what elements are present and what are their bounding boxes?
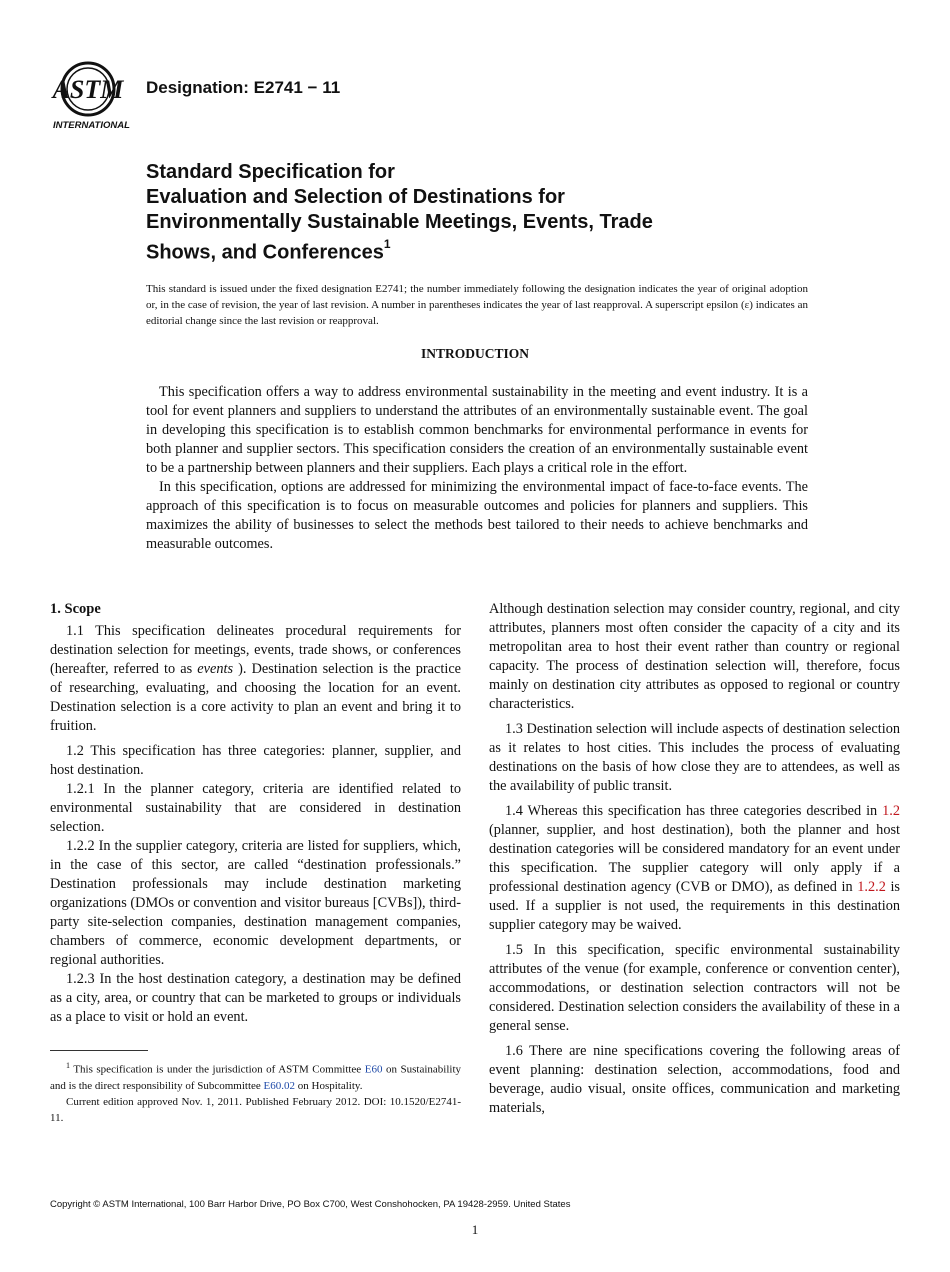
footnote-mark: 1 [66,1061,70,1070]
issued-notice: This standard is issued under the fixed designation E2741; the number immediately following the designation indicates the year of original adoption or, in the case of revision, the year of last revision. A number in parentheses indicates the year of last reapproval. A superscript epsilon (ε) indicates an editorial change since the last revision or reapproval. [146,283,808,327]
title-line-4-text: Shows, and Conferences [146,241,384,264]
section-1-2: 1.2 This specification has three categories: planner, supplier, and host destination. [50,743,461,778]
svg-text:ASTM: ASTM [52,75,124,104]
committee-e60-link[interactable]: E60 [364,1063,383,1076]
events-term: events [197,661,234,677]
designation: Designation: E2741 − 11 [146,78,341,97]
copyright-line: Copyright © ASTM International, 100 Barr Harbor Drive, PO Box C700, West Conshohocken, PA 19428-2959. United States [50,1199,571,1210]
logo-text: INTERNATIONAL [53,120,130,131]
title-line-3: Environmentally Sustainable Meetings, Events, Trade [146,211,653,233]
introduction-heading: INTRODUCTION [420,346,529,361]
footnote [50,1058,461,1126]
section-1-6: 1.6 There are nine specifications covering the following areas of event planning: destination selection, accommodations, food and beverage, audio visual, onsite offices, communication and marketing materials, [489,1043,900,1116]
section-1-2-3: 1.2.3 In the host destination category, a destination may be defined as a city, area, or country that can be marketed to groups or individuals as a place to visit or hold an event. [50,971,461,1025]
section-1-5: 1.5 In this specification, specific environmental sustainability attributes of the venue (for example, conference or convention center), accommodations, or destination selection contractors will not be considered. Destination selection considers the availability of these in a general sense. [489,942,900,1034]
title-line-2: Evaluation and Selection of Destinations for [146,186,565,208]
introduction [146,383,808,554]
section-1-2-2: 1.2.2 In the supplier category, criteria are listed for suppliers, which, in the case of this sector, are called “destination professionals.” Destination professionals may include destination marketing organizations (DMOs or convention and visitor bureaus [CVBs]), third-party site-selection companies, destination management companies, chambers of commerce, economic development departments, or regional authorities. [50,838,461,968]
footnote-edition: Current edition approved Nov. 1, 2011. Published February 2012. DOI: 10.1520/E2741-11. [50,1095,461,1124]
footnote-divider [50,1050,148,1051]
section-1-1: 1.1 This specification delineates procedural requirements for destination selection for meetings, events, trade shows, or conferences (hereafter, referred to as events ). Destination selection is the practice of researching, evaluating, and choosing the location for an event. Destination selection is a core activity to plan an event and bring it to fruition. [50,623,462,734]
page-number: 1 [471,1222,479,1237]
title-line-1: Standard Specification for [146,161,395,183]
intro-paragraph-2: In this specification, options are addressed for minimizing the environmental impact of face-to-face events. The approach of this specification is to focus on measurable outcomes and policies for planners and suppliers. This maximizes the ability of businesses to select the methods best tailored to their needs to achieve benchmarks and measurable outcomes. [146,479,808,552]
section-1-2-3-continued: Although destination selection may consider country, regional, and city attributes, planners most often consider the capacity of a city and its metropolitan area to host their event rather than country or regional capacity. The process of destination selection will, therefore, focus mainly on destination city attributes as opposed to regional or country characteristics. [489,601,900,712]
section-1-2-link[interactable]: 1.2 [882,803,900,819]
title-line-4 [146,235,846,266]
document-title [146,160,846,266]
scope-heading: 1. Scope [50,601,101,617]
section-1-2-1: 1.2.1 In the planner category, criteria are identified related to environmental sustainability that are considered in destination selection. [50,781,461,835]
section-1-3: 1.3 Destination selection will include aspects of destination selection as it relates to host cities. This includes the process of evaluating destinations on the basis of how close they are to attendees, as well as the availability of public transit. [489,721,900,794]
astm-logo-icon [50,58,136,132]
title-footnote-mark[interactable]: 1 [383,237,391,251]
right-column [489,600,900,1124]
section-1-4: 1.4 Whereas this specification has three categories described in 1.2 (planner, supplier, and host destination), both the planner and host destination categories will be considered mandatory for an event under this specification. The supplier category will only apply if a professional destination agency (CVB or DMO), as defined in 1.2.2 is used. If a supplier is not used, the requirements in this destination supplier category may be waived. [489,803,900,933]
footnote-1: $^1$ This specification is under the jurisdiction of ASTM Committee E60 on Sustainability and is the direct responsibility of Subcommittee E60.02 on Hospitality. [50,1061,461,1092]
section-1-2-2-link[interactable]: 1.2.2 [857,879,886,895]
subcommittee-e60-02-link[interactable]: E60.02 [263,1079,296,1092]
intro-paragraph-1: This specification offers a way to address environmental sustainability in the meeting and event industry. It is a tool for event planners and suppliers to understand the attributes of an environmentally sustainable event. The goal in developing this specification is to establish common benchmarks for environmental performance in events for both planner and supplier sectors. This specification considers the creation of an environmentally sustainable event to be a partnership between planners and their suppliers. Each plays a critical role in the effort. [146,384,808,476]
left-column [50,600,461,1027]
